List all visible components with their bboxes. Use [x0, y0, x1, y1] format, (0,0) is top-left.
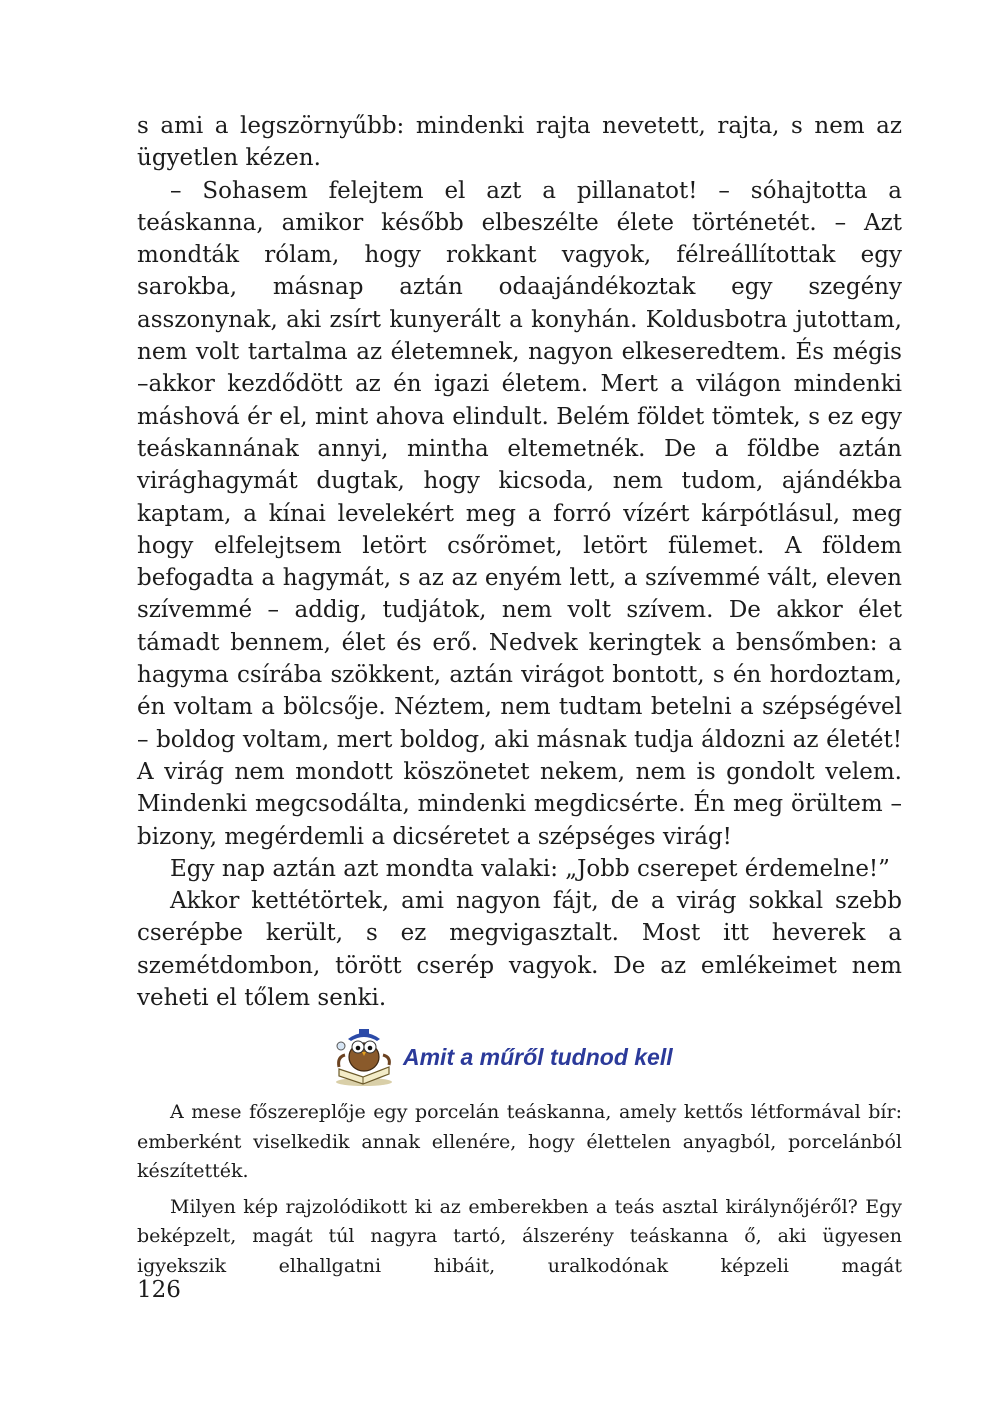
reading-owl-icon — [333, 1027, 395, 1087]
story-paragraph: s ami a legszörnyűbb: mindenki rajta nevetett, rajta, s nem az ügyetlen kézen. — [137, 113, 902, 172]
info-paragraph: A mese főszereplője egy porcelán teáskanna, amely kettős létformával bír: emberként viselkedik annak ellenére, hogy élettelen anyagból, porcelánból készítették. — [137, 1101, 902, 1182]
story-paragraph: Egy nap aztán azt mondta valaki: „Jobb cserepet érdemelne!” — [170, 855, 890, 882]
section-heading — [333, 1022, 673, 1092]
info-text — [137, 1098, 902, 1281]
story-paragraph: – Sohasem felejtem el azt a pillanatot! – sóhajtotta a teáskanna, amikor később elbeszélte élete történetét. – Azt mondták rólam, hogy rokkant vagyok, félreállítottak egy sarokba, másnap aztán odaajándékoztak egy szegény asszonynak, aki zsírt kunyerált a konyhán. Koldusbotra jutottam, nem volt tartalma az életemnek, nagyon elkeseredtem. És mégis –akkor kezdődött az én igazi életem. Mert a világon mindenki máshová ér el, mint ahova elindult. Belém földet tömtek, s ez egy teáskannának annyi, mintha eltemetnék. De a földbe aztán virághagymát dugtak, hogy kicsoda, nem tudom, ajándékba kaptam, a kínai levelekért meg a forró vízért kárpótlásul, meg hogy elfelejtsem letört csőrömet, letört fülemet. A földem befogadta a hagymát, s az az enyém lett, a szívemmé vált, eleven szívemmé – addig, tudjátok, nem volt szívem. De akkor élet támadt bennem, élet és erő. Nedvek keringtek a bensőmben: a hagyma csírába szökkent, aztán virágot bontott, s én hordoztam, én voltam a bölcsője. Néztem, nem tudtam betelni a szépségével – boldog voltam, mert boldog, aki másnak tudja áldozni az életét! A virág nem mondott köszönetet nekem, nem is gondolt velem. Mindenki megcsodálta, mindenki megdicsérte. Én meg örültem – bizony, megérdemli a dicséretet a szépséges virág! — [137, 177, 902, 850]
info-paragraph: Milyen kép rajzolódikott ki az emberekben a teás asztal királynőjéről? Egy beképzelt, magát túl nagyra tartó, álszerény teáskanna ő, aki ügyesen igyekszik elhallgatni hibáit, uralkodónak képzeli magát — [137, 1195, 902, 1277]
section-title: Amit a műről tudnod kell — [403, 1043, 673, 1070]
story-paragraph: Akkor kettétörtek, ami nagyon fájt, de a virág sokkal szebb cserépbe került, s ez megvigasztalt. Most itt heverek a szemétdombon, törött cserép vagyok. De az emlékeimet nem veheti el tőlem senki. — [137, 888, 902, 1012]
story-text — [137, 110, 902, 1014]
page-number: 126 — [137, 1277, 181, 1303]
